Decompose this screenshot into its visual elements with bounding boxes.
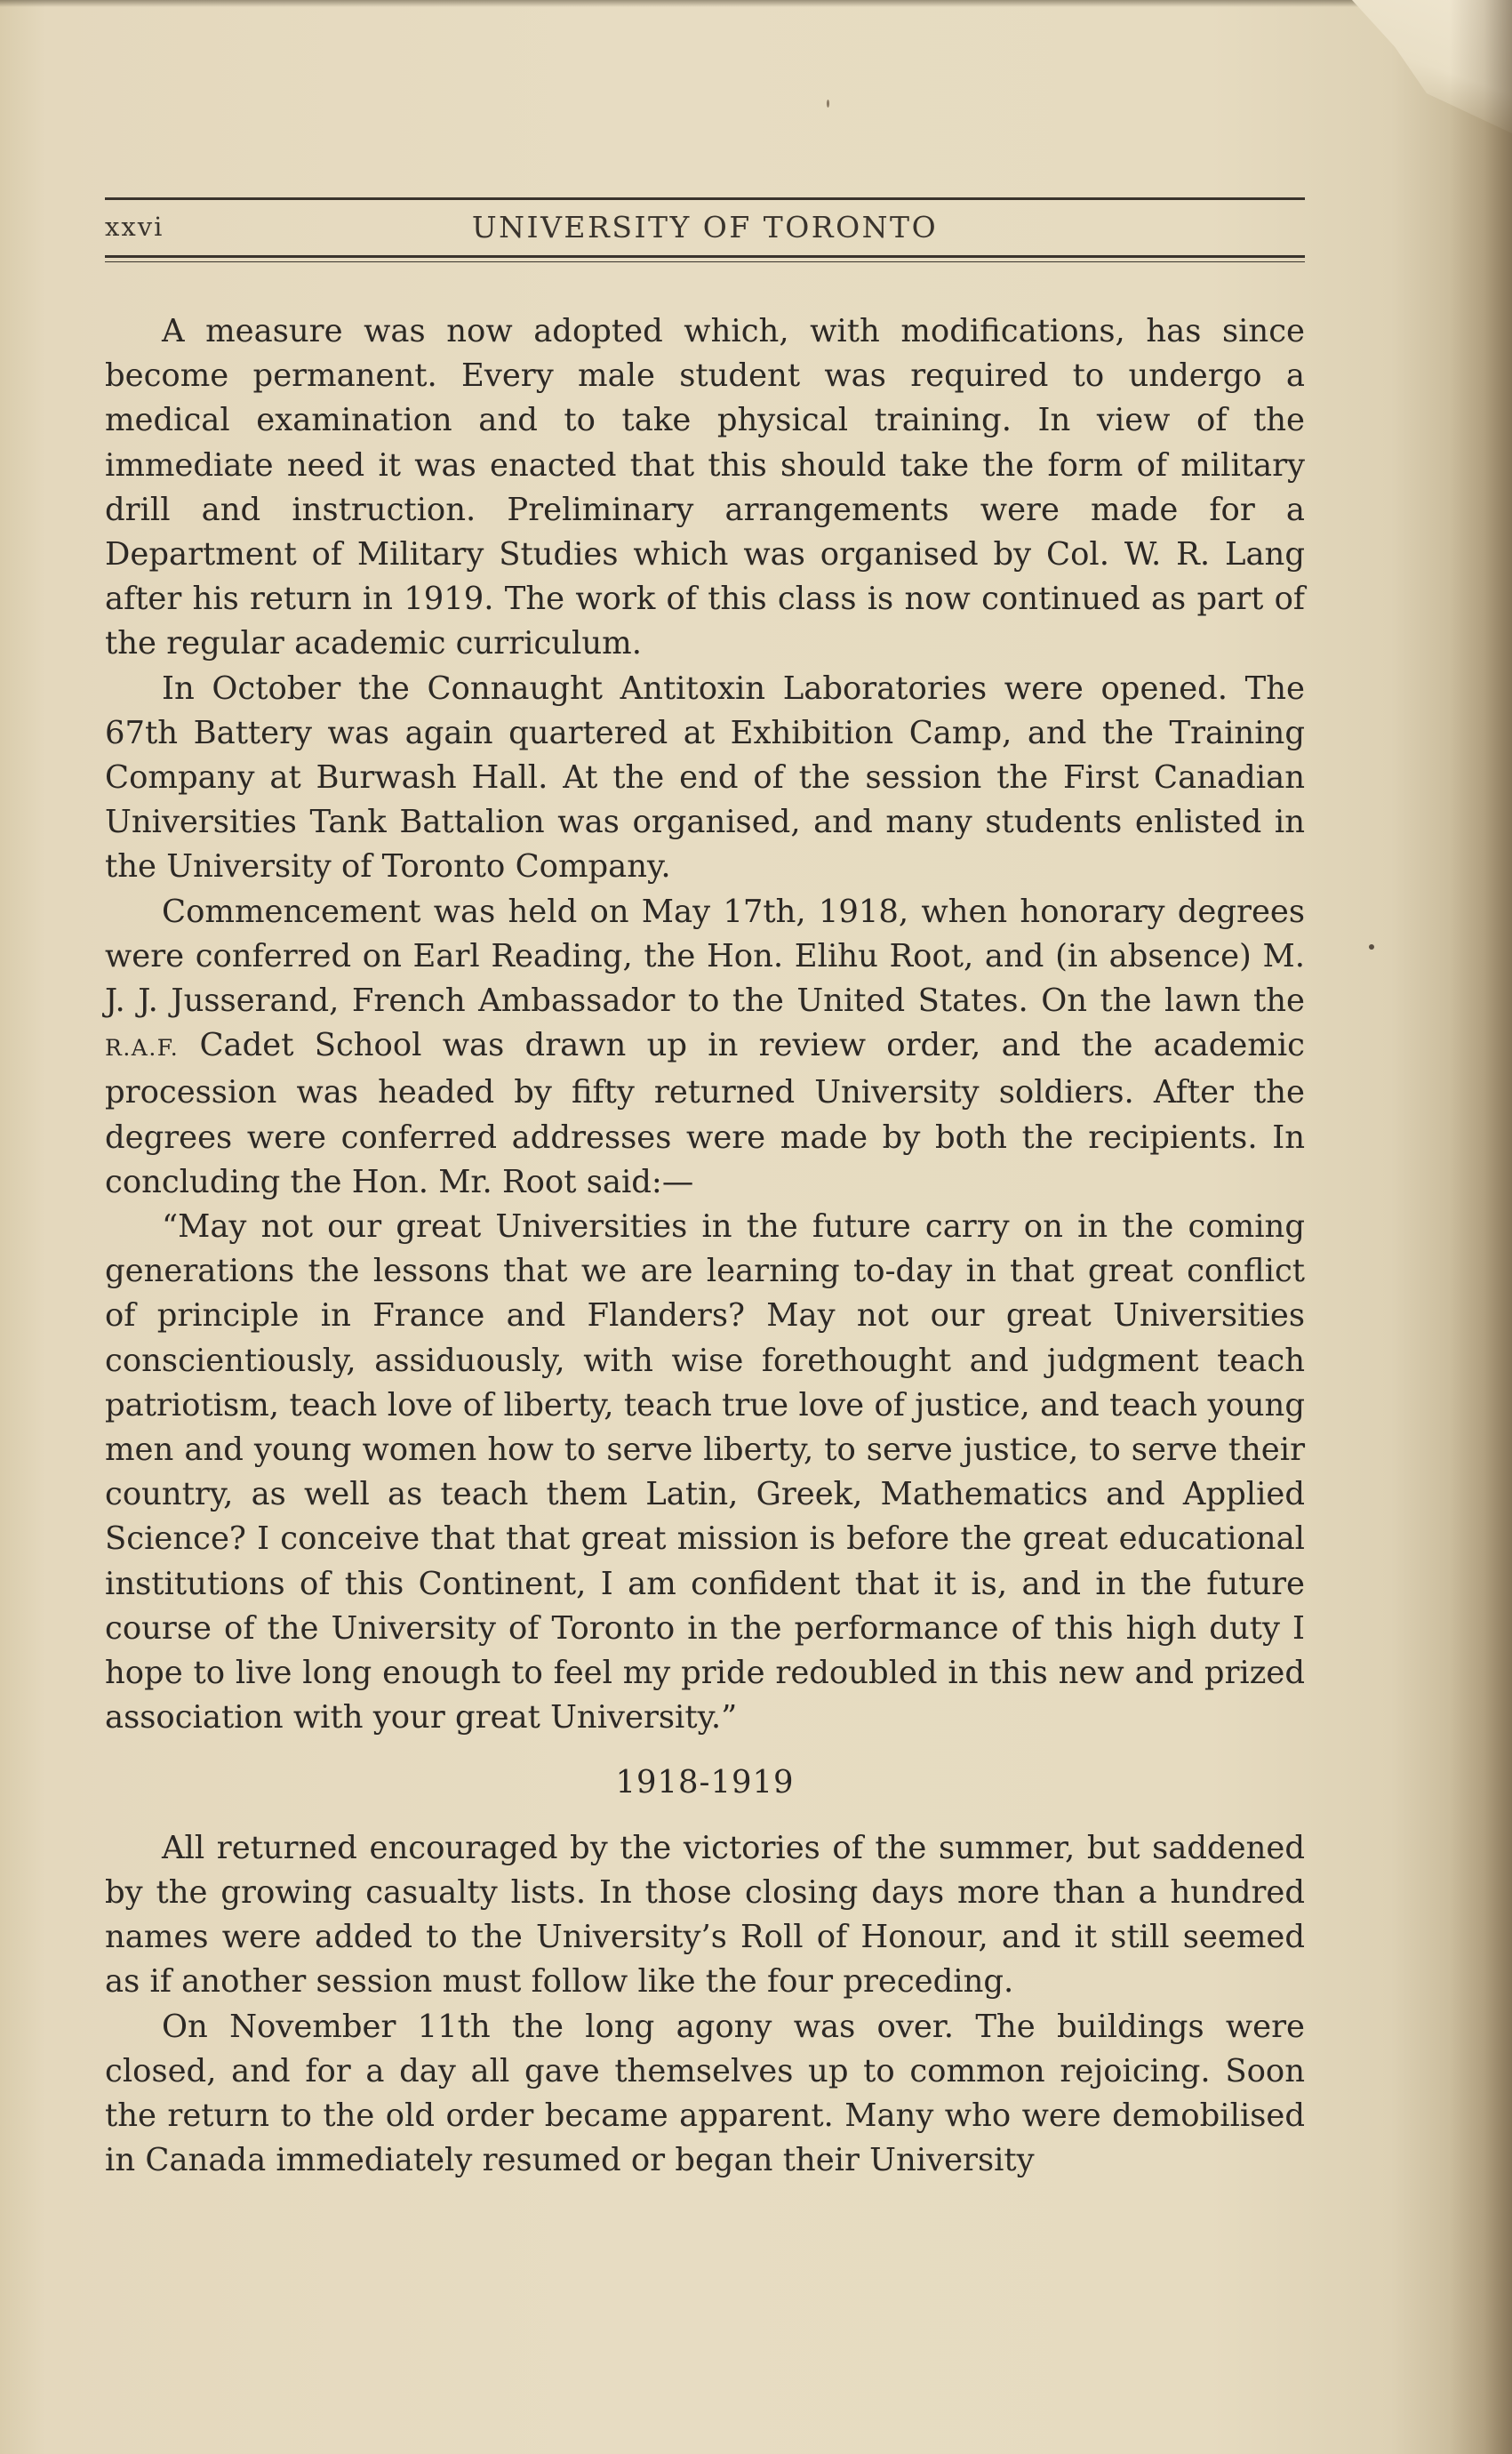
page-top-edge bbox=[0, 0, 1512, 7]
paper-speck bbox=[827, 100, 829, 108]
page-number: xxvi bbox=[105, 212, 164, 242]
paragraph-commencement-part-2: Cadet School was drawn up in review order, and the academic procession was headed by fifty returned University soldiers. After the degrees were conferred addresses were made by both the recipients. In concluding the Hon. Mr. Root said:— bbox=[105, 1027, 1306, 1200]
header-rule-top bbox=[105, 197, 1305, 200]
paragraph-military-training: A measure was now adopted which, with modifications, has since become permanent. Every male student was required to undergo a medical examination and to take physical training. In view of the immediate need it was enacted that this should take the form of military drill and instruction. Preliminary arrangements were made for a Department of Military Studies which was organised by Col. W. R. Lang after his return in 1919. The work of this class is now continued as part of the regular academic curriculum. bbox=[105, 313, 1305, 662]
running-head: UNIVERSITY OF TORONTO bbox=[471, 210, 939, 245]
header-rule-bottom-thin bbox=[105, 261, 1305, 262]
paragraph-returned-students: All returned encouraged by the victories of the summer, but saddened by the growing casualty lists. In those closing days more than a hundred names were added to the University’s Roll of Honour, and it still seemed as if another session must follow like the four preceding. bbox=[105, 1829, 1305, 2001]
paragraph-commencement-part-1: Commencement was held on May 17th, 1918, when honorary degrees were conferred on Earl Reading, the Hon. Elihu Root, and (in absence) M. J. J. Jusserand, French Ambassador to the United States. On the lawn the bbox=[105, 893, 1305, 1020]
paragraph-commencement bbox=[105, 890, 1305, 1205]
paragraph-armistice: On November 11th the long agony was over. The buildings were closed, and for a day all gave themselves up to common rejoicing. Soon the return to the old order became apparent. Many who were demobilised in Canada immediately resumed or began their University bbox=[105, 2008, 1305, 2179]
body-text bbox=[105, 309, 1305, 2183]
paragraph-connaught-laboratories: In October the Connaught Antitoxin Laboratories were opened. The 67th Battery was again quartered at Exhibition Camp, and the Training Company at Burwash Hall. At the end of the session the First Canadian Universities Tank Battalion was organised, and many students enlisted in the University of Toronto Company. bbox=[105, 670, 1305, 886]
header-rule-bottom bbox=[105, 255, 1305, 258]
section-heading: 1918-1919 bbox=[615, 1763, 795, 1800]
page-gutter-shadow bbox=[1450, 0, 1512, 2454]
raf-abbreviation: R.A.F. bbox=[105, 1035, 180, 1062]
paragraph-root-quotation: “May not our great Universities in the future carry on in the coming generations the lessons that we are learning to-day in that great conflict of principle in France and Flanders? May not our great Universities conscientiously, assiduously, with wise forethought and judgment teach patriotism, teach love of liberty, teach true love of justice, and teach young men and young women how to serve liberty, to serve justice, to serve their country, as well as teach them Latin, Greek, Mathematics and Applied Science? I conceive that that great mission is before the great educational institutions of this Continent, I am confident that it is, and in the future course of the University of Toronto in the performance of this high duty I hope to live long enough to feel my pride redoubled in this new and prized association with your great University.” bbox=[105, 1208, 1305, 1736]
paper-speck bbox=[1369, 944, 1374, 950]
